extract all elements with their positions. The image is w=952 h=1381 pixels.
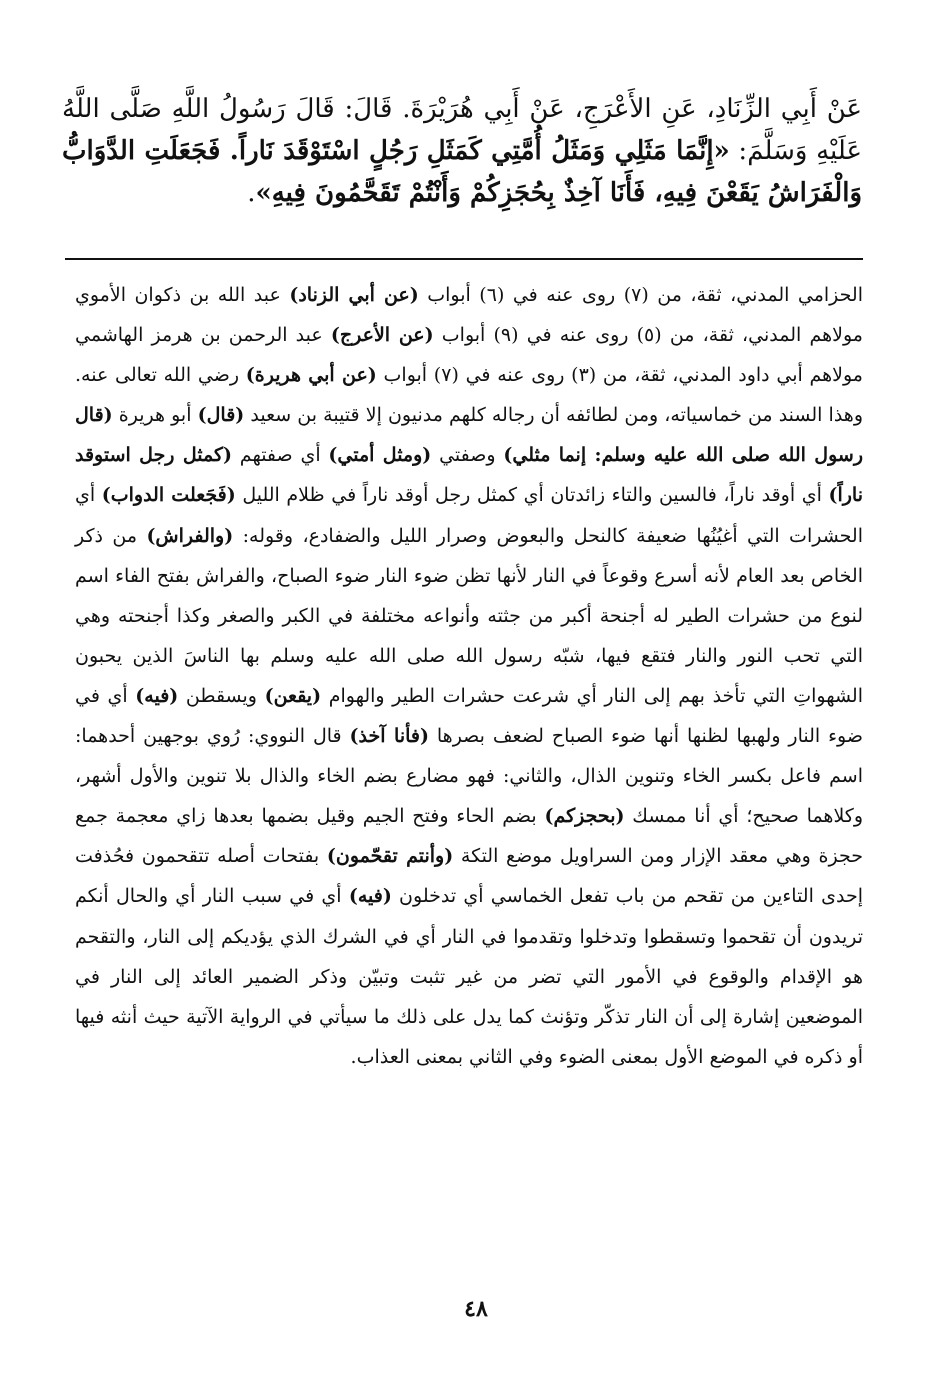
commentary-bold-run: (فأنا آخذ)	[349, 725, 429, 748]
hadith-end: .	[247, 178, 256, 208]
commentary-bold-run: (والفراش)	[146, 524, 234, 547]
commentary-run: من ذكر الخاص بعد العام لأنه أسرع وقوعاً في النار لأنها تظن ضوء النار ضوء الصباح، والفراش بفتح الفاء اسم لنوع من حشرات الطير له أجنحة أكبر من جثته وأنواعه مختلفة في الكبر والصغر وكذا أجنحته وهي التي تحب النور والنار فتقع فيها، شبّه رسول الله صلى الله عليه وسلم بها الناسَ الذين يحبون الشهواتِ التي تأخذ بهم إلى النار أي شرعت حشرات الطير والهوام	[75, 524, 863, 707]
commentary-run: رضي الله تعالى عنه. وهذا السند من خماسياته، ومن لطائفه أن رجاله كلهم مدنيون إلا قتيبة بن سعيد	[75, 364, 863, 427]
commentary-run: بفتحات أصله تتقحمون فحُذفت إحدى التاءين من تقحم من باب تفعل الخماسي أي تدخلون	[75, 845, 863, 908]
commentary-run: أي صفتهم	[232, 444, 329, 467]
commentary-text	[75, 275, 863, 1077]
commentary-bold-run: (ومثل أمتي)	[328, 444, 432, 467]
commentary-run: الحزامي المدني، ثقة، من (٧) روى عنه في (٦) أبواب	[418, 284, 863, 306]
commentary-run: أي أوقد ناراً، فالسين والتاء زائدتان أي كمثل رجل أوقد ناراً في ظلام الليل	[235, 484, 829, 507]
commentary-bold-run: (عن الأعرج)	[330, 324, 434, 347]
commentary-run: أبو هريرة	[112, 404, 198, 427]
commentary-run: وصفتي	[431, 444, 504, 467]
commentary-bold-run: (عن أبي هريرة)	[245, 364, 377, 387]
commentary-bold-run: (فَجَعلت الدواب)	[101, 484, 236, 507]
hadith-isnad: عَنْ أَبِي الزِّنَادِ، عَنِ الأَعْرَجِ، عَنْ أَبِي هُرَيْرَةَ. قَالَ: قَالَ رَسُولُ اللَّهِ صَلَّى اللَّهُ عَلَيْهِ وَسَلَّمَ:	[62, 94, 862, 166]
hadith-text	[62, 88, 862, 214]
commentary-run: بضم الحاء وفتح الجيم وقيل بضمها بعدها زاي معجمة جمع حجزة وهي معقد الإزار ومن السراويل موضع التكة	[75, 805, 863, 868]
hadith-block	[62, 88, 862, 214]
commentary-run: قال النووي: رُوي بوجهين أحدهما: اسم فاعل بكسر الخاء وتنوين الذال، والثاني: فهو مضارع بضم الخاء والذال بلا تنوين والأول أشهر، وكلاهما صحيح؛ أي أنا ممسك	[75, 725, 863, 828]
commentary-run: أي في ضوء النار ولهبها لظنها أنها ضوء الصباح لضعف بصرها	[75, 684, 863, 748]
commentary-run: عبد الله بن ذكوان الأموي مولاهم المدني، ثقة، من (٥) روى عنه في (٩) أبواب	[75, 284, 863, 347]
commentary-bold-run: (وأنتم تقحّمون)	[326, 845, 454, 868]
commentary-run: أي في سبب النار أي والحال أنكم تريدون أن تقحموا وتسقطوا وتدخلوا وتقدموا في النار أي في الشرك الذي يؤديكم إلى النار، والتقحم هو الإقدام والوقوع في الأمور التي تضر من غير تثبت وتبيّن وذكر الضمير العائد إلى النار في الموضعين إشارة إلى أن النار تذكّر وتؤنث كما يدل على ذلك ما سيأتي في الرواية الآتية حيث أنثه فيها أو ذكره في الموضع الأول بمعنى الضوء وفي الثاني بمعنى العذاب.	[75, 885, 863, 1068]
commentary-run: ويسقطن	[178, 684, 265, 707]
commentary-bold-run: (فيه)	[348, 885, 392, 908]
commentary-bold-run: (قال رسول الله صلى الله عليه وسلم: إنما مثلي)	[75, 404, 863, 467]
separator-line	[65, 258, 863, 260]
commentary-bold-run: (فيه)	[135, 684, 179, 707]
page-number: ٤٨	[464, 1296, 488, 1322]
commentary-bold-run: (عن أبي الزناد)	[289, 284, 419, 306]
commentary-run: عبد الرحمن بن هرمز الهاشمي مولاهم أبي داود المدني، ثقة، من (٣) روى عنه في (٧) أبواب	[75, 324, 863, 387]
commentary-bold-run: (قال)	[197, 404, 245, 427]
commentary-bold-run: (كمثل رجل استوقد ناراً)	[75, 444, 863, 507]
commentary-run: أي الحشرات التي أغيُنُها ضعيفة كالنحل والبعوض وصرار الليل والضفادع، وقوله:	[75, 484, 863, 547]
commentary-bold-run: (بحجزكم)	[544, 805, 625, 828]
hadith-matn: «إِنَّمَا مَثَلِي وَمَثَلُ أُمَّتِي كَمَثَلِ رَجُلٍ اسْتَوْقَدَ نَاراً. فَجَعَلَتِ الدَّوَابُّ وَالْفَرَاشُ يَقَعْنَ فِيهِ، فَأَنَا آخِذٌ بِحُجَزِكُمْ وَأَنْتُمْ تَقَحَّمُونَ فِيهِ»	[62, 136, 862, 208]
commentary-bold-run: (يقعن)	[264, 684, 322, 707]
